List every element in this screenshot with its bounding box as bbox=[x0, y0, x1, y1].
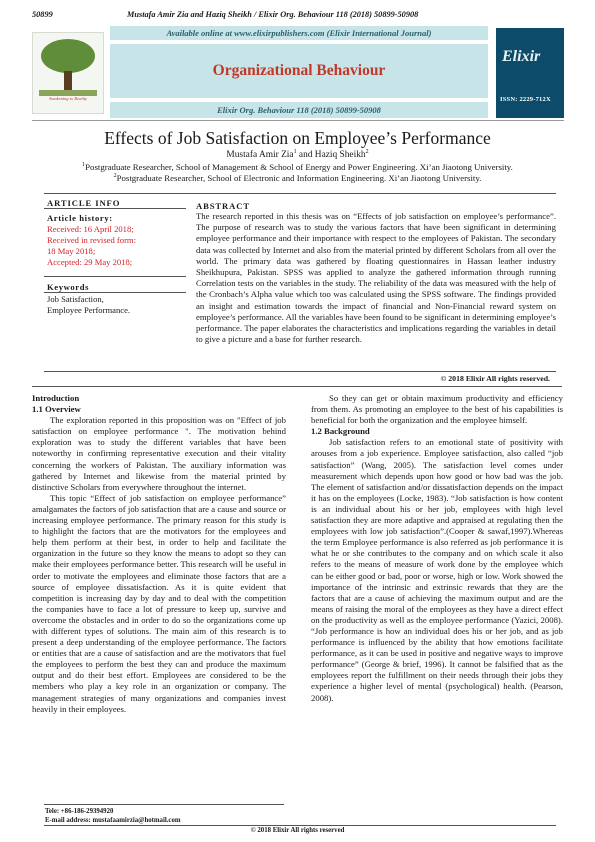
logo-caption: Awakening to Reality bbox=[48, 96, 88, 101]
divider-abstract-end bbox=[44, 371, 556, 372]
tree-trunk-icon bbox=[64, 71, 72, 91]
abstract-text: The research reported in this thesis was on “Effects of job satisfaction on employee’s performance”. The purpose of research was to study the various factors that have been significant in determining employee performance and their importance with respect to the employees of Pakistan. The secondary data was collected by Internet and also from the material printed by different Scholars from all over the world. The primary data was gathered by floating questionnaires in Hassan leather industry Sheikhupura, Pakistan. SPSS was applied to analyze the gathered information through running Correlation tests on the variables in the study. The reliability of the data was measured with the help of the Cronbach’s Alpha value which too was calculated using the SPSS software. The findings provided an insight and estimation towards the impact of financial and Non-Financial reward system on employee’s performance. All the variables have been found to be significant in determining employee’s performance. The paper elaborates the characteristics and implications regarding the variables in detail to give a picture and a base for further research. bbox=[196, 211, 556, 345]
paper-authors bbox=[0, 149, 595, 160]
elixir-logo-name: Elixir bbox=[502, 48, 541, 65]
paragraph-4: Job satisfaction refers to an emotional state of positivity with arouses from a job experience. Employee satisfaction, also called “job satisfaction” (Wang, 2005). The satisfaction level comes under measurement which depends upon how good or how bad was the job. The element of satisfaction and/or dissatisfaction depends on the impact it has on the employees (Locke, 1983). “Job satisfaction is how content is an individual about his or her job, employees with high level satisfaction they are more adaptive and appraised at regulating then the employees with low job satisfaction”.(Cooper & sawaf,1997).Whereas the term Employee performance is also referred as job performance it is what he or she contributes to the company and on which scale it also refers to the means of measure of work done by the employee which can be either good or bad, poor or worse, high or low. Work showed the importance of the intrinsic and extrinsic rewards that they are the factors that are a cause of achieving the maximum output and are the means of raising the moral of the employees as they have a direct effect on the productivity as well as the employee performance (Yazici, 2008). “Job performance is how an individual does his or her job, and as job performance is influenced by the ability that how emotions facilitate performance, as it can be used in positive and negative ways to improve performance” (George & brief, 1996). It cannot be falsified that as the employees report the fulfillment on their needs through their jobs they experience a higher level of mental (psychological) health. (Pearson, 2008). bbox=[311, 437, 563, 703]
author-1-sup: 1 bbox=[293, 149, 297, 155]
affiliation-1-text: Postgraduate Researcher, School of Management & School of Energy and Power Engineering. Xi’an Jiaotong University. bbox=[85, 162, 513, 172]
elixir-logo-issn: ISSN: 2229-712X bbox=[500, 96, 551, 103]
footer-email[interactable]: E-mail address: mustafaamirzia@hotmail.com bbox=[45, 817, 181, 824]
body-column-1 bbox=[32, 393, 286, 715]
page-number: 50899 bbox=[32, 10, 53, 19]
journal-title-block bbox=[110, 24, 488, 118]
divider-keywords bbox=[44, 276, 186, 277]
available-online-line[interactable]: Available online at www.elixirpublishers.com (Elixir International Journal) bbox=[110, 26, 488, 40]
affiliation-2-sup: 2 bbox=[113, 173, 117, 180]
introduction-heading: Introduction bbox=[32, 393, 80, 403]
publisher-tree-logo bbox=[32, 32, 104, 114]
journal-banner bbox=[32, 24, 564, 121]
divider-article-info bbox=[44, 208, 186, 209]
body-column-2 bbox=[311, 393, 563, 704]
footer-telephone: Tele: +86-186-29394920 bbox=[45, 808, 114, 815]
running-title: Mustafa Amir Zia and Haziq Sheikh / Elixir Org. Behaviour 118 (2018) 50899-50908 bbox=[127, 10, 419, 19]
paragraph-2: This topic “Effect of job satisfaction on employee performance” amalgamates the factors of job satisfaction that are a cause and source or increasing employee performance. The primary reason for this study is to highlight the factors that are the motivators for the employees and help them perform at their best, in order to help and facilitate the organization in the future so they know the means to adopt so they can make their employees performance better. This research will be useful in order to motivate the employees and eliminate those factors that are a source of employee dissatisfaction. As it is quite evident that competition is increasing day by day and to deal with the competition the companies have to face a lot of pressure to keep up, survive and overcome the obstacles and in order to do so the organizations come up with different types of solutions. The main aim of this research is to present a deep understanding of the employee performance. The factors or entities that are a cause of satisfaction and are the motivators that fuel the employees to perform the best they can and produce the maximum output and do their best effort. Employees are considered to be the members who play a key role in an organization or company. The management strategies of many organizations and companies invest heavily in their employees. bbox=[32, 492, 286, 714]
author-2: and Haziq Sheikh bbox=[296, 150, 366, 161]
journal-name: Organizational Behaviour bbox=[110, 44, 488, 98]
paragraph-3: So they can get or obtain maximum productivity and efficiency from them. As promoting an employee to the best of his capabilities is beneficial for both the organization and the employee himself. bbox=[311, 393, 563, 426]
keyword-1: Job Satisfaction, bbox=[47, 294, 104, 304]
article-history-label: Article history: bbox=[47, 213, 113, 223]
abstract-copyright: © 2018 Elixir All rights reserved. bbox=[440, 374, 550, 383]
article-info-heading: ARTICLE INFO bbox=[47, 198, 121, 208]
paper-title: Effects of Job Satisfaction on Employee’s Performance bbox=[104, 128, 491, 148]
received-date: Received: 16 April 2018; bbox=[47, 224, 134, 234]
affiliation-2 bbox=[0, 173, 595, 183]
paragraph-1: The exploration reported in this proposition was on "Effect of job satisfaction on employee performance ". The motivation behind exploration was to study the different variables that have been noteworthy in confirming representative execution and their vitality concerning the workers of Pakistan. The auxiliary information was gathered by Internet and likewise from the material printed by distinctive Scholars from everywhere throughout the internet. bbox=[32, 415, 286, 492]
keywords-heading: Keywords bbox=[47, 282, 90, 292]
divider-keywords-2 bbox=[44, 292, 186, 293]
revised-date: 18 May 2018; bbox=[47, 246, 96, 256]
tree-canopy-icon bbox=[41, 39, 95, 73]
divider-body-start bbox=[32, 386, 562, 387]
affiliation-1 bbox=[0, 162, 595, 172]
keyword-2: Employee Performance. bbox=[47, 305, 131, 315]
footer-divider bbox=[44, 825, 556, 826]
overview-heading: 1.1 Overview bbox=[32, 404, 81, 415]
elixir-logo bbox=[496, 28, 564, 118]
running-header bbox=[32, 10, 572, 22]
journal-citation: Elixir Org. Behaviour 118 (2018) 50899-50908 bbox=[110, 102, 488, 118]
revised-label: Received in revised form: bbox=[47, 235, 137, 245]
divider-top bbox=[44, 193, 556, 194]
background-heading: 1.2 Background bbox=[311, 426, 370, 437]
footer-copyright: © 2018 Elixir All rights reserved bbox=[250, 827, 345, 834]
author-2-sup: 2 bbox=[365, 149, 369, 155]
abstract-heading: ABSTRACT bbox=[196, 201, 250, 211]
affiliation-1-sup: 1 bbox=[82, 162, 86, 169]
footnote-divider bbox=[44, 804, 284, 805]
accepted-date: Accepted: 29 May 2018; bbox=[47, 257, 133, 267]
affiliation-2-text: Postgraduate Researcher, School of Electronic and Information Engineering. Xi’an Jiaotong University. bbox=[116, 173, 482, 183]
author-1: Mustafa Amir Zia bbox=[226, 150, 294, 161]
